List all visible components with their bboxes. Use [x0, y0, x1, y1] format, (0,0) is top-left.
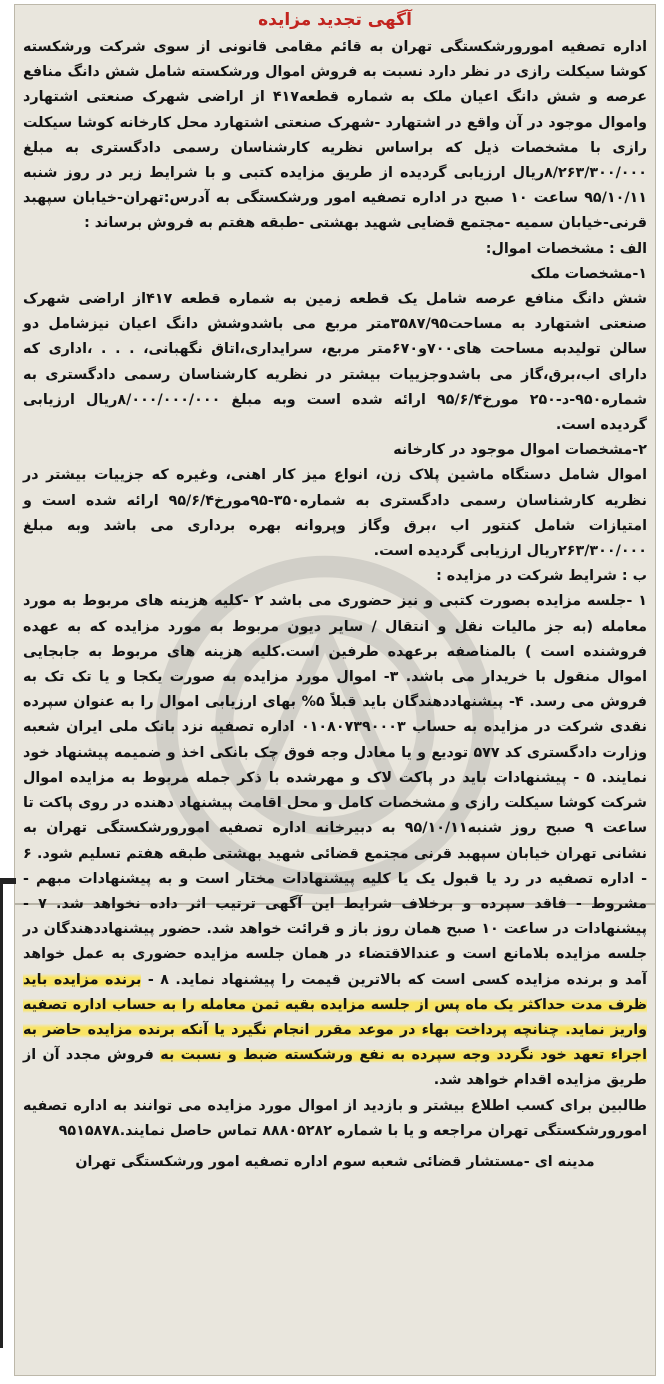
auction-notice — [23, 7, 647, 1367]
terms-text: ۱ -جلسه مزایده بصورت کتبی و نیز حضوری می باشد ۲ -کلیه هزینه های مربوط به مورد معامله (به جز مالیات نقل و انتقال / سایر دیون مربوط به مورد مزایده که به عهده فروشنده است ) بالمناصفه برعهده طرفین است.کلیه هزینه های مربوط به جابجایی اموال منقول با خریدار می باشد. ۳- اموال مورد مزایده به صورت یکجا و یا تک تک به فروش می رسد. ۴- پیشنهاددهندگان باید قبلاً ۵% بهای ارزیابی اموال را به عنوان سپرده نقدی شرکت در مزایده به حساب ۰۱۰۸۰۷۳۹۰۰۰۳ اداره تصفیه نزد بانک ملی ایران شعبه وزارت دادگستری کد ۵۷۷ تودیع و یا معادل وجه فوق چک بانکی اخذ و ضمیمه پیشنهاد خود نمایند. ۵ - پیشنهادات باید در پاکت لاک و مهرشده با ذکر جمله مربوط به مزایده اموال شرکت کوشا سیکلت رازی و مشخصات کامل و محل اقامت پیشنهاد دهنده در روی پاکت تا ساعت ۹ صبح روز شنبه۹۵/۱۰/۱۱ به دبیرخانه اداره تصفیه امورورشکستگی تهران به نشانی تهران خیابان سپهبد قرنی مجتمع قضائی شهید بهشتی طبقه هفتم تسلیم شود. ۶ - اداره تصفیه در رد یا قبول یک یا کلیه پیشنهادات مختار است و به پیشنهادات مبهم - مشروط - فاقد سپرده و برخلاف شرایط این آگهی ترتیب اثر داده نخواهد شد. ۷ - پیشنهادات در ساعت ۱۰ صبح همان روز باز و قرائت خواهد شد. حضور پیشنهاددهندگان در جلسه مزایده بلامانع است و عندالاقتضاء در همان جلسه مزایده حضوری به عمل خواهد آمد و برنده مزایده کسی است که بالاترین قیمت را پیشنهاد نماید. ۸ - — [23, 593, 648, 988]
notice-title: آگهی تجدید مزایده — [258, 10, 412, 30]
item2-body: اموال شامل دستگاه ماشین پلاک زن، انواع میز کار اهنی، وغیره که جزییات بیشتر در نظریه کارشناسان رسمی دادگستری به شماره۳۵۰-۹۵مورخ۹۵/۶/۴ ارائه شده است و امتیازات شامل کنتور اب ،برق وگاز وپروانه بهره برداری می باشد وبه مبلغ ۲۶۳/۳۰۰/۰۰۰ریال ارزیابی گردیده است. — [23, 467, 647, 560]
terms-text-end: فروش مجدد آن از طریق مزایده اقدام خواهد شد. — [23, 1047, 647, 1089]
notice-intro: اداره تصفیه امورورشکستگی تهران به قائم مقامی قانونی از سوی شرکت ورشکسته کوشا سیکلت رازی در نظر دارد نسبت به فروش اموال ورشکسته شامل شش دانگ منافع عرصه و شش دانگ اعیان ملک به شماره قطعه۴۱۷ از اراضی شهرک صنعتی اشتهارد واموال موجود در آن واقع در اشتهارد -شهرک صنعتی اشتهارد محل کارخانه کوشا سیکلت رازی با مشخصات ذیل که براساس نظریه کارشناسان رسمی دادگستری به مبلغ ۸/۲۶۳/۳۰۰/۰۰۰ریال ارزیابی گردیده از طریق مزایده کتبی و با شرایط زیر در روز شنبه ۹۵/۱۰/۱۱ ساعت ۱۰ صبح در اداره تصفیه امور ورشکستگی به آدرس:تهران-خیابان سپهبد قرنی-خیابان سمیه -مجتمع قضایی شهید بهشتی -طبقه هفتم به فروش برساند : — [23, 39, 647, 232]
section-a-heading: الف : مشخصات اموال: — [485, 240, 647, 257]
terms-highlighted-text: برنده مزایده باید ظرف مدت حداکثر یک ماه پس از جلسه مزایده بقیه ثمن معامله را به حساب اداره تصفیه واریز نماید. چنانچه پرداخت بهاء در موعد مقرر انجام نگیرد یا آنکه برنده مزایده حاضر به اجراء تعهد خود نگردد وجه سپرده به نفع ورشکسته ضبط و نسبت به — [23, 971, 648, 1064]
signature-line: مدینه ای -مستشار قضائی شعبه سوم اداره تصفیه امور ورشکستگی تهران — [75, 1153, 595, 1170]
clipping-edge-mark — [0, 878, 16, 1348]
newspaper-clipping — [14, 4, 656, 1376]
item1-heading: ۱-مشخصات ملک — [530, 265, 647, 282]
terms-paragraph — [23, 589, 647, 1093]
item2-heading: ۲-مشخصات اموال موجود در کارخانه — [393, 442, 647, 459]
contact-paragraph: طالبین برای کسب اطلاع بیشتر و بازدید از اموال مورد مزایده می توانند به اداره تصفیه امورورشکستگی تهران مراجعه و یا با شماره ۸۸۸۰۵۲۸۲ تماس حاصل نمایند.۹۵۱۵۸۷۸ — [23, 1097, 647, 1139]
item1-body: شش دانگ منافع عرصه شامل یک قطعه زمین به شماره قطعه ۴۱۷از اراضی شهرک صنعتی اشتهارد به مساحت۳۵۸۷/۹۵متر مربع می باشدوشش دانگ اعیان نیزشامل دو سالن تولیدبه مساحت های۷۰۰و۶۷۰متر مربع، سرایداری،اتاق نگهبانی، . . . ،اداری که دارای اب،برق،گاز می باشدوجزییات بیشتر در نظریه کارشناسان رسمی دادگستری به شماره۹۵۰-د-۲۵۰ مورخ۹۵/۶/۴ ارائه شده است وبه مبلغ ۸/۰۰۰/۰۰۰/۰۰۰ریال ارزیابی گردیده است. — [23, 291, 648, 434]
section-b-heading: ب : شرایط شرکت در مزایده : — [436, 568, 647, 585]
